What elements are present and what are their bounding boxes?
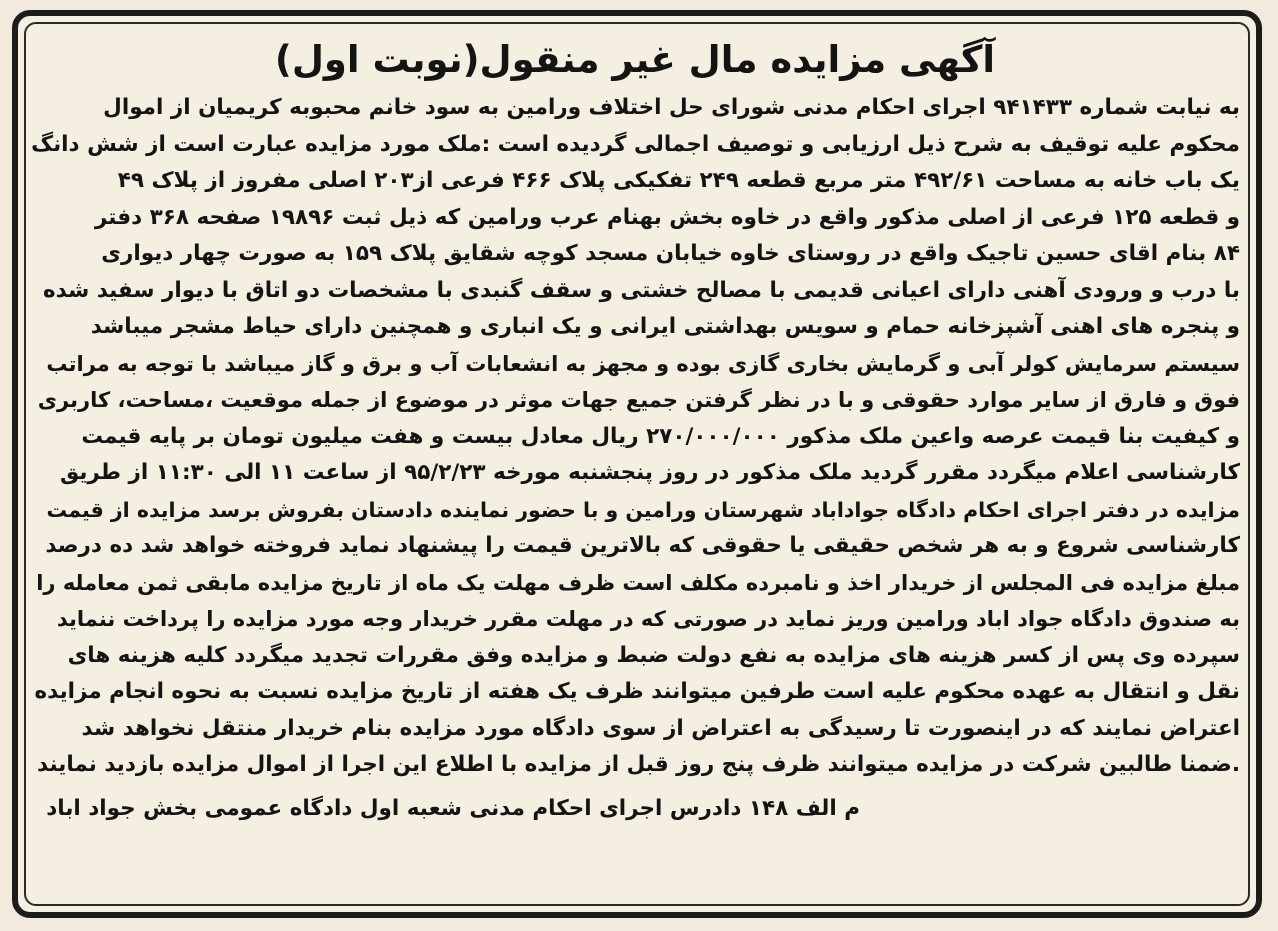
- notice-line: نقل و انتقال به عهده محکوم علیه است طرفین میتوانند ظرف یک هفته از تاریخ مزایده نسبت به نحوه انجام مزایده: [34, 679, 1240, 704]
- notice-line: سیستم سرمایش کولر آبی و گرمایش بخاری گازی بوده و مجهز به انشعابات آب و برق و گاز میباشد با توجه به مراتب: [46, 351, 1240, 376]
- notice-line: فوق و فارق از سایر موارد حقوقی و با در نظر گرفتن جمیع جهات موثر در موضوع از جمله موقعیت ،مساحت، کاربری: [37, 388, 1240, 412]
- auction-notice: [30, 30, 1240, 826]
- notice-line: مبلغ مزایده فی المجلس از خریدار اخذ و نامبرده مکلف است ظرف مهلت یک ماه از تاریخ مزایده مابقی ثمن معامله را: [36, 570, 1240, 595]
- notice-line: به صندوق دادگاه جواد اباد ورامین وریز نماید در صورتی که در مهلت مقرر خریدار وجه مورد مزایده را پرداخت ننماید: [56, 607, 1240, 631]
- notice-line: با درب و ورودی آهنی دارای اعیانی قدیمی با مصالح خشتی و سقف گنبدی با مشخصات دو اتاق با دیوار سفید شده: [42, 277, 1240, 303]
- notice-line: و پنجره های اهنی آشپزخانه حمام و سویس بهداشتی ایرانی و یک انباری و همچنین دارای حیاط مشجر میباشد: [90, 314, 1240, 339]
- notice-line: سپرده وی پس از کسر هزینه های مزایده به نفع دولت ضبط و مزایده وفق مقررات تجدید میگردد کلیه هزینه های: [67, 642, 1240, 668]
- notice-line: و کیفیت بنا قیمت عرصه واعین ملک مذکور ۲۷۰/۰۰۰/۰۰۰ ریال معادل بیست و هفت میلیون تومان بر پایه قیمت: [81, 423, 1240, 449]
- notice-line: محکوم علیه توقیف به شرح ذیل ارزیابی و توصیف اجمالی گردیده است :ملک مورد مزایده عبارت است از شش دانگ: [31, 131, 1240, 157]
- notice-line: .ضمنا طالبین شرکت در مزایده میتوانند ظرف پنج روز قبل از مزایده با اطلاع این اجرا از اموال مزایده بازدید نمایند: [37, 752, 1240, 777]
- notice-line: مزایده در دفتر اجرای احکام دادگاه جواداباد شهرستان ورامین و با حضور نماینده دادستان بفروش برسد مزایده از قیمت: [46, 497, 1240, 522]
- notice-line: و قطعه ۱۲۵ فرعی از اصلی مذکور واقع در خاوه بخش بهنام عرب ورامین که ذیل ثبت ۱۹۸۹۶ صفحه ۳۶۸ دفتر: [94, 204, 1240, 230]
- notice-line: کارشناسی اعلام میگردد مقرر گردید ملک مذکور در روز پنجشنبه مورخه ۹۵/۲/۲۳ از ساعت ۱۱ الی ۱۱:۳۰ از طریق: [59, 460, 1240, 485]
- notice-line: ۸۴ بنام اقای حسین تاجیک واقع در روستای خاوه خیابان مسجد کوچه شقایق پلاک ۱۵۹ به صورت چهار دیواری: [101, 241, 1240, 266]
- notice-line: کارشناسی شروع و به هر شخص حقیقی یا حقوقی که بالاترین قیمت را پیشنهاد نماید فروخته خواهد شد ده درصد: [45, 533, 1240, 558]
- notice-body: [30, 90, 1240, 784]
- notice-line: اعتراض نمایند که در اینصورت تا رسیدگی به اعتراض از سوی دادگاه مورد مزایده بنام خریدار منتقل نخواهد شد: [81, 715, 1240, 741]
- notice-signature: م الف ۱۴۸ دادرس اجرای احکام مدنی شعبه اول دادگاه عمومی بخش جواد اباد: [46, 795, 860, 821]
- notice-title: آگهی مزایده مال غیر منقول(نوبت اول): [274, 38, 996, 81]
- notice-line: به نیابت شماره ۹۴۱۴۳۳ اجرای احکام مدنی شورای حل اختلاف ورامین به سود خانم محبوبه کریمیان از اموال: [103, 95, 1240, 120]
- notice-line: یک باب خانه به مساحت ۴۹۲/۶۱ متر مربع قطعه ۲۴۹ تفکیکی پلاک ۴۶۶ فرعی از۲۰۳ اصلی مفروز از پلاک ۴۹: [117, 168, 1240, 193]
